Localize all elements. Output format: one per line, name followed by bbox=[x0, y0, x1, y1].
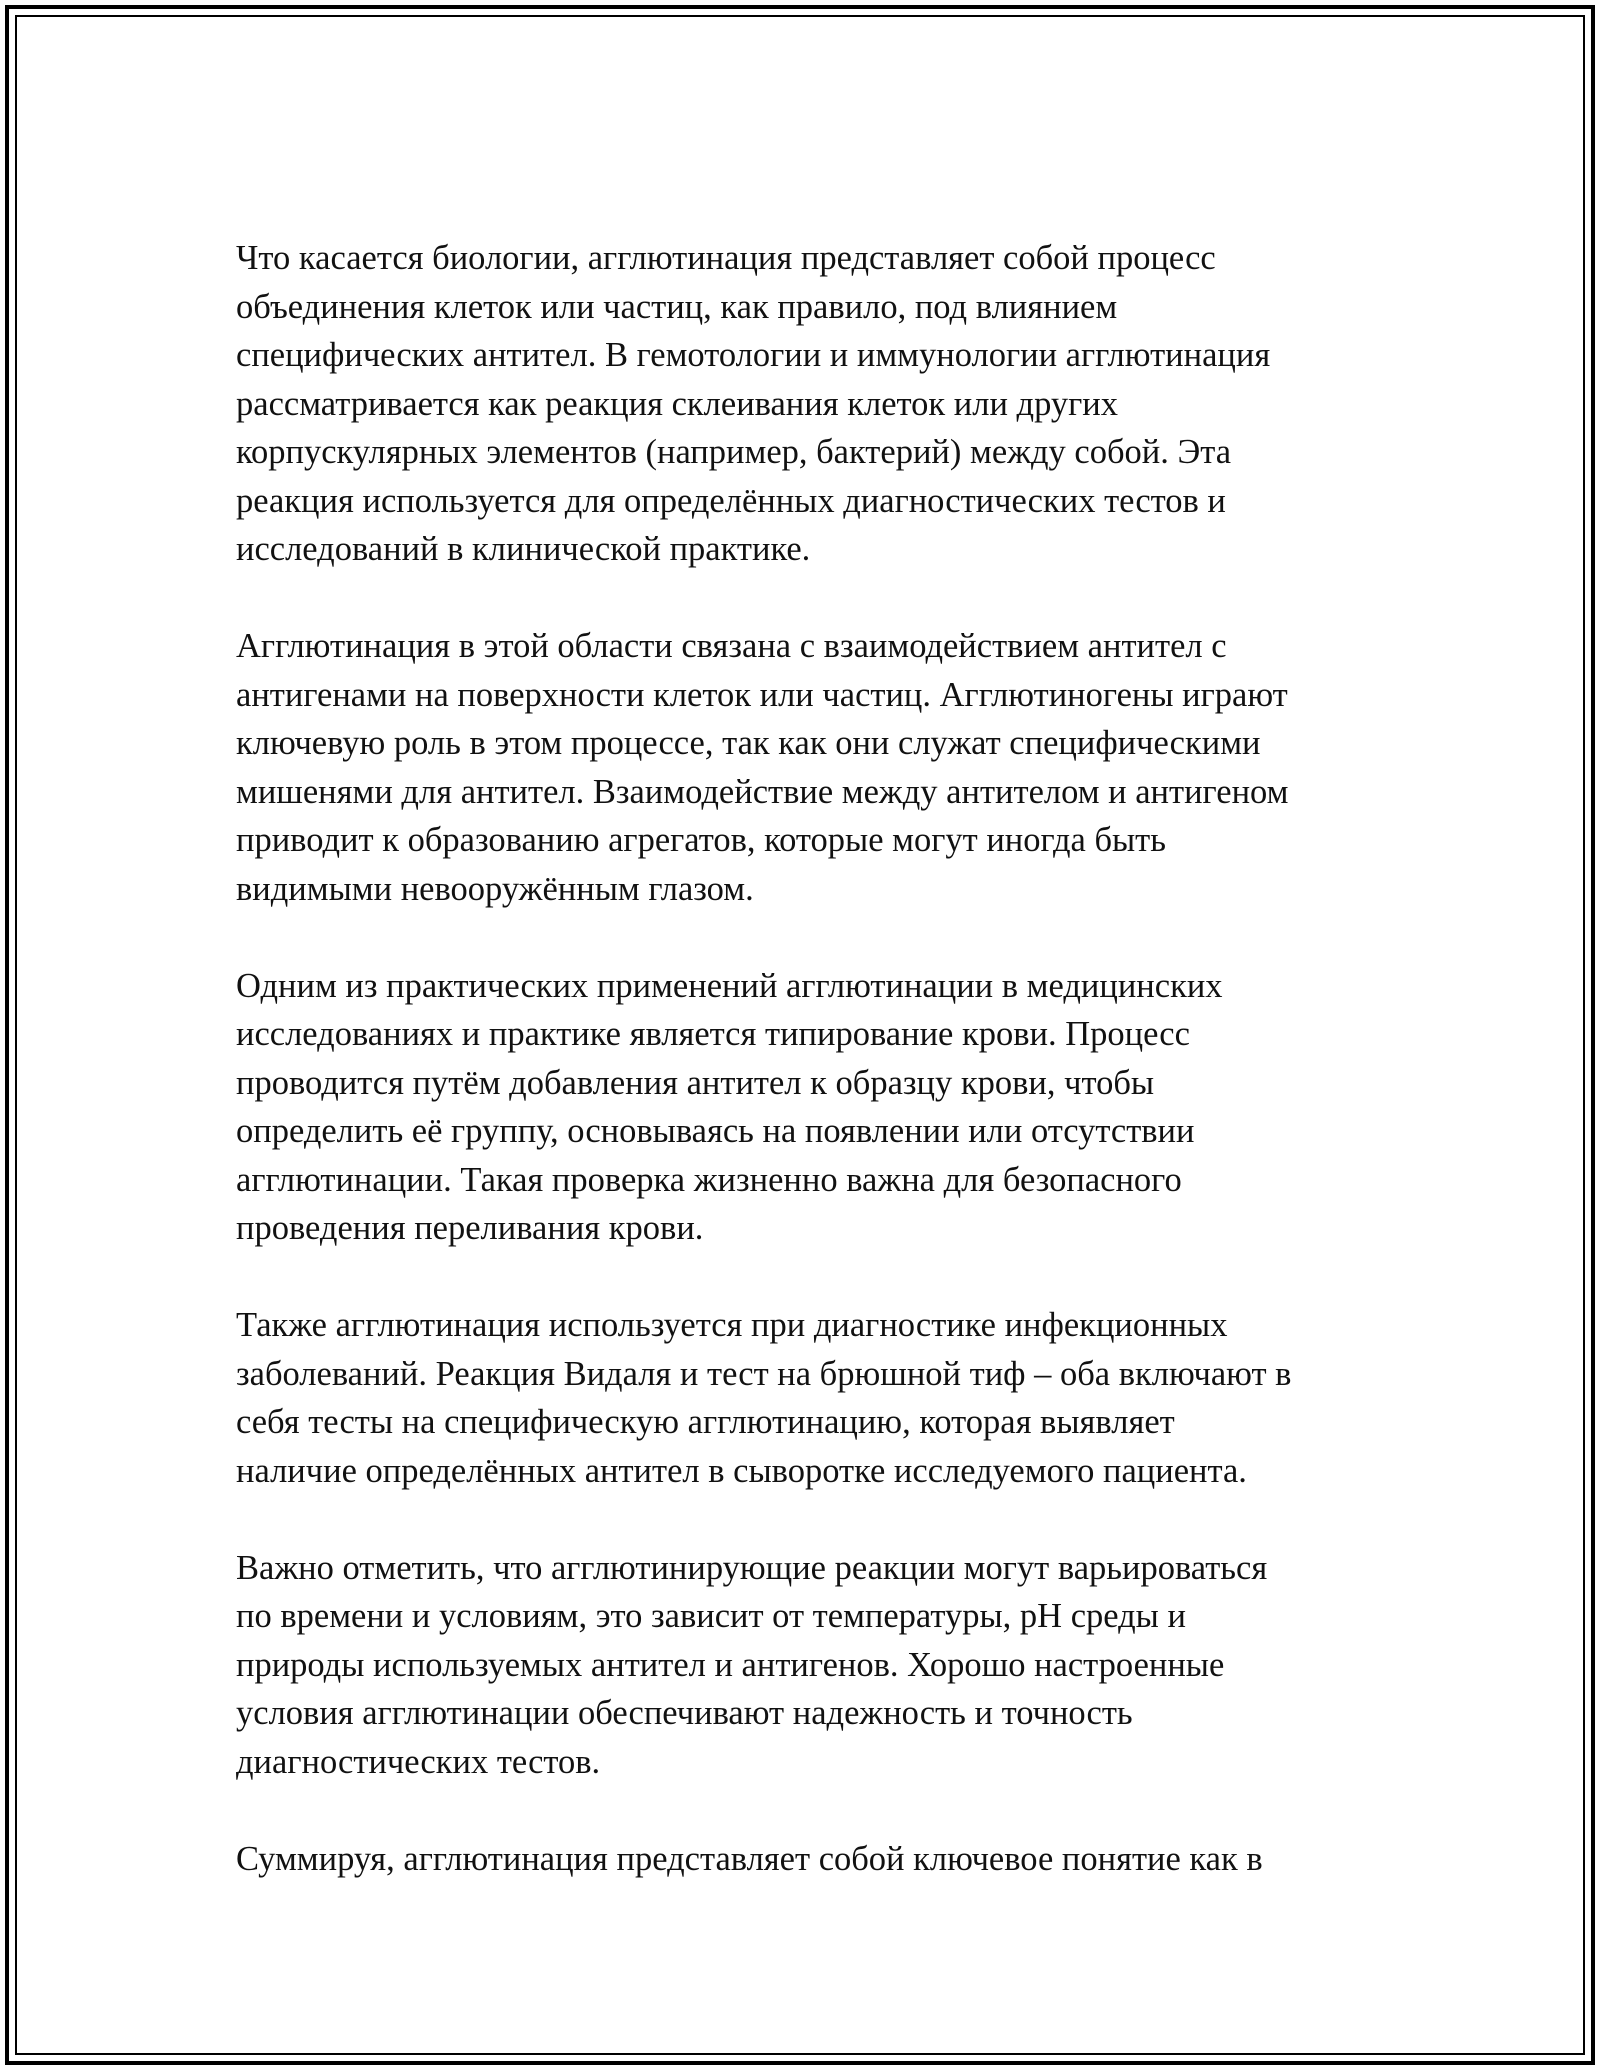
text-line: антигенами на поверхности клеток или частиц. Агглютиногены играют bbox=[236, 675, 1288, 714]
text-line: агглютинации. Такая проверка жизненно важна для безопасного bbox=[236, 1160, 1182, 1199]
text-line: приводит к образованию агрегатов, которые могут иногда быть bbox=[236, 821, 1166, 859]
paragraph-4 bbox=[236, 1301, 1366, 1495]
text-line: Важно отметить, что агглютинирующие реакции могут варьироваться bbox=[236, 1548, 1268, 1587]
text-line: корпускулярных элементов (например, бактерий) между собой. Эта bbox=[236, 433, 1232, 471]
text-line: проведения переливания крови. bbox=[236, 1209, 704, 1247]
text-line: проводится путём добавления антител к образцу крови, чтобы bbox=[236, 1063, 1155, 1102]
text-line: специфических антител. В гемотологии и иммунологии агглютинация bbox=[236, 336, 1271, 374]
text-line: определить её группу, основываясь на появлении или отсутствии bbox=[236, 1112, 1195, 1150]
text-line: ключевую роль в этом процессе, так как они служат специфическими bbox=[236, 724, 1261, 762]
text-line: реакция используется для определённых диагностических тестов и bbox=[236, 481, 1226, 520]
text-line: условия агглютинации обеспечивают надежность и точность bbox=[236, 1694, 1133, 1732]
text-line: Агглютинация в этой области связана с взаимодействием антител с bbox=[236, 627, 1227, 665]
paragraph-5 bbox=[236, 1544, 1366, 1787]
document-body bbox=[236, 234, 1366, 1932]
paragraph-3 bbox=[236, 962, 1366, 1253]
text-line: диагностических тестов. bbox=[236, 1742, 601, 1781]
text-line: по времени и условиям, это зависит от температуры, pH среды и bbox=[236, 1597, 1186, 1635]
text-line: Одним из практических применений агглютинации в медицинских bbox=[236, 966, 1223, 1005]
text-line: объединения клеток или частиц, как правило, под влиянием bbox=[236, 287, 1118, 326]
text-line: Также агглютинация используется при диагностике инфекционных bbox=[236, 1306, 1228, 1344]
text-line: рассматривается как реакция склеивания клеток или других bbox=[236, 384, 1119, 423]
text-line: Что касается биологии, агглютинация представляет собой процесс bbox=[236, 239, 1216, 277]
text-line: себя тесты на специфическую агглютинацию, которая выявляет bbox=[236, 1403, 1175, 1441]
text-line: исследований в клинической практике. bbox=[236, 530, 811, 568]
text-line: видимыми невооружённым глазом. bbox=[236, 869, 754, 908]
text-line: мишенями для антител. Взаимодействие между антителом и антигеном bbox=[236, 772, 1289, 811]
text-line: природы используемых антител и антигенов. Хорошо настроенные bbox=[236, 1645, 1225, 1684]
paragraph-2 bbox=[236, 622, 1366, 913]
text-line: наличие определённых антител в сыворотке исследуемого пациента. bbox=[236, 1451, 1247, 1490]
paragraph-1 bbox=[236, 234, 1366, 574]
text-line: исследованиях и практике является типирование крови. Процесс bbox=[236, 1015, 1190, 1053]
text-line: Суммируя, агглютинация представляет собой ключевое понятие как в bbox=[236, 1839, 1263, 1878]
paragraph-6 bbox=[236, 1835, 1366, 1884]
text-line: заболеваний. Реакция Видаля и тест на брюшной тиф – оба включают в bbox=[236, 1354, 1292, 1393]
